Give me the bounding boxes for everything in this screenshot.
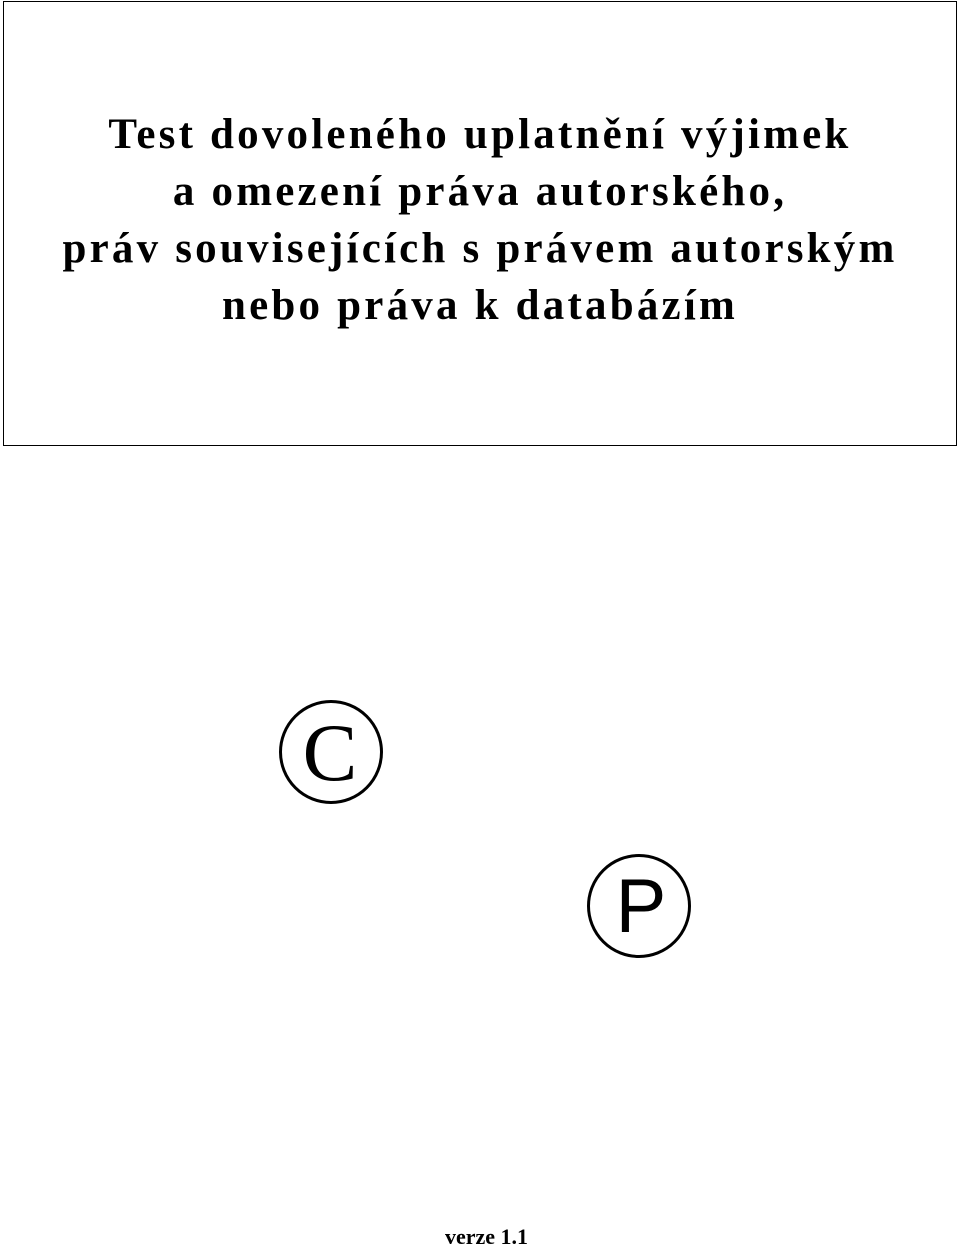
title-box [3, 1, 957, 446]
title-line-3: práv souvisejících s právem autorským [62, 225, 898, 272]
title-line-1: Test dovoleného uplatnění výjimek [108, 111, 852, 158]
copyright-icon [279, 700, 383, 804]
title-line-2: a omezení práva autorského, [172, 168, 788, 215]
copyright-letter: C [302, 707, 358, 798]
document-title [4, 106, 956, 334]
phonogram-letter: P [615, 864, 667, 949]
version-label: verze 1.1 [444, 1224, 528, 1249]
title-line-4: nebo práva k databázím [222, 282, 738, 329]
sound-recording-copyright-icon [587, 854, 691, 958]
